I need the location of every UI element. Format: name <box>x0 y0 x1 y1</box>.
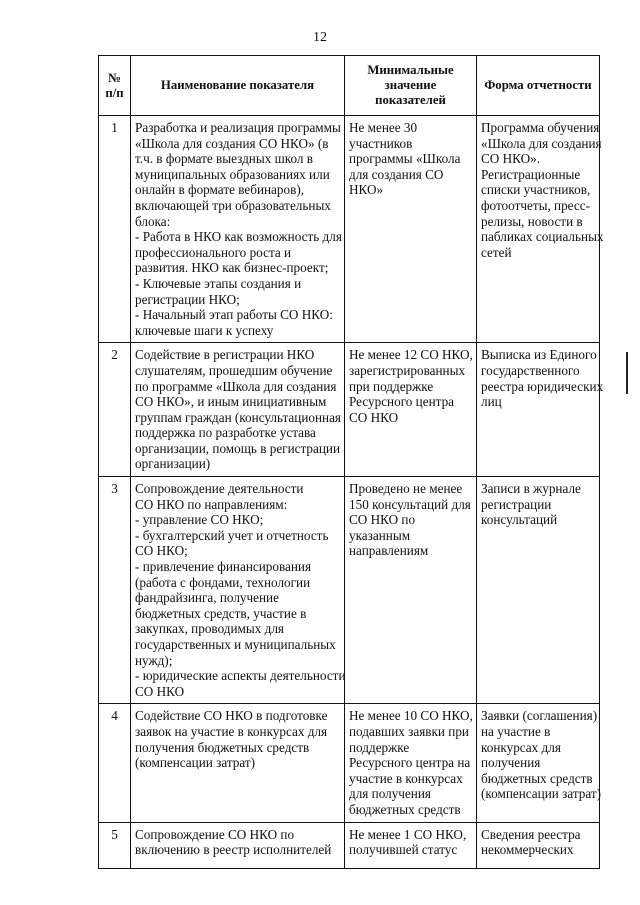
indicator-name-cell <box>131 116 345 343</box>
cell-text-line: т.ч. в формате выездных школ в <box>135 151 314 167</box>
row-number-cell: 2 <box>99 343 131 477</box>
cell-text-line: СО НКО <box>349 409 399 425</box>
table-row <box>99 704 600 822</box>
min-value-cell <box>345 477 477 704</box>
cell-text-line: организации) <box>135 456 211 472</box>
cell-text-line: СО НКО». <box>481 151 541 167</box>
cell-text-line: блока: <box>135 213 171 229</box>
cell-text-line: релизы, новости в <box>481 213 583 229</box>
cell-text-line: - привлечение финансирования <box>135 559 312 575</box>
report-form-cell <box>477 116 604 343</box>
cell-text-line: Сведения реестра <box>481 826 581 842</box>
table-row <box>99 822 600 868</box>
cell-text-line: для создания СО <box>349 166 444 182</box>
cell-text-line: направлениям <box>349 543 429 559</box>
report-form-cell <box>477 704 600 822</box>
cell-text-line: включающей три образовательных <box>135 197 331 213</box>
min-value-cell <box>345 343 477 477</box>
header-report-form: Форма отчетности <box>477 56 600 116</box>
header-min-value: Минимальные значение показателей <box>345 56 477 116</box>
cell-text-line: Не менее 30 <box>349 120 418 135</box>
cell-text-line: фотоотчеты, пресс- <box>481 197 590 213</box>
cell-text-line: Разработка и реализация программы <box>135 120 341 135</box>
header-number: № п/п <box>99 56 131 116</box>
cell-text-line: НКО» <box>349 182 384 198</box>
indicators-table <box>98 55 604 869</box>
cell-text-line: Сопровождение СО НКО по <box>135 826 295 842</box>
cell-text-line: - Работа в НКО как возможность для <box>135 229 342 245</box>
cell-text-line: при поддержке <box>349 378 434 394</box>
cell-text-line: группам граждан (консультационная <box>135 409 342 425</box>
cell-text-line: (компенсации затрат) <box>135 755 256 771</box>
cell-text-line: поддержка по разработке устава <box>135 425 316 441</box>
cell-text-line: СО НКО по <box>349 512 416 528</box>
table-row <box>99 477 600 704</box>
cell-text-line: онлайн в формате вебинаров), <box>135 182 305 198</box>
cell-text-line: Регистрационные <box>481 166 581 182</box>
cell-text-line: «Школа для создания СО НКО» (в <box>135 135 329 151</box>
report-form-cell <box>477 343 604 477</box>
cell-text-line: Содействие СО НКО в подготовке <box>135 708 328 724</box>
cell-text-line: развития. НКО как бизнес-проект; <box>135 260 329 276</box>
table-row <box>99 116 600 343</box>
cell-text-line: профессионального роста и <box>135 244 292 260</box>
indicator-name-cell <box>131 477 345 704</box>
cell-text-line: Не менее 10 СО НКО, <box>349 708 473 724</box>
report-form-cell <box>477 477 600 704</box>
cell-text-line: «Школа для создания <box>481 135 602 151</box>
cell-text-line: реестра юридических <box>481 378 604 394</box>
row-number-cell: 4 <box>99 704 131 822</box>
cell-text-line: муниципальных образованиях или <box>135 166 330 182</box>
cell-text-line: Содействие в регистрации НКО <box>135 347 315 363</box>
cell-text-line: программы «Школа <box>349 151 461 167</box>
cell-text-line: слушателям, прошедшим обучение <box>135 362 333 378</box>
indicator-name-cell <box>131 822 345 868</box>
cell-text-line: по программе «Школа для создания <box>135 378 337 394</box>
row-number-cell: 1 <box>99 116 131 343</box>
cell-text-line: бюджетных средств <box>481 770 593 786</box>
cell-text-line: фандрайзинга, получение <box>135 590 279 606</box>
cell-text-line: консультаций <box>481 512 558 528</box>
cell-text-line: СО НКО», и иным инициативным <box>135 394 327 410</box>
cell-text-line: Проведено не менее <box>349 481 463 497</box>
cell-text-line: участие в конкурсах <box>349 770 463 786</box>
cell-text-line: Не менее 1 СО НКО, <box>349 826 467 842</box>
cell-text-line: получения бюджетных средств <box>135 739 310 755</box>
cell-text-line: получившей статус <box>349 842 458 858</box>
min-value-cell <box>345 822 477 868</box>
cell-text-line: - юридические аспекты деятельности <box>135 668 346 684</box>
cell-text-line: для получения <box>349 786 431 802</box>
cell-text-line: (компенсации затрат) <box>481 786 602 802</box>
cell-text-line: лиц <box>481 394 502 410</box>
cell-text-line: подавших заявки при <box>349 723 469 739</box>
cell-text-line: сетей <box>481 244 512 260</box>
cell-text-line: закупках, проводимых для <box>135 621 284 637</box>
cell-text-line: Программа обучения <box>481 120 600 135</box>
min-value-cell <box>345 116 477 343</box>
cell-text-line: нужд); <box>135 652 173 668</box>
cell-text-line: Заявки (соглашения) <box>481 708 598 724</box>
cell-text-line: государственного <box>481 362 580 378</box>
cell-text-line: - управление СО НКО; <box>135 512 264 528</box>
report-form-cell <box>477 822 600 868</box>
cell-text-line: конкурсах для <box>481 739 561 755</box>
cell-text-line: - бухгалтерский учет и отчетность <box>135 527 329 543</box>
min-value-cell <box>345 704 477 822</box>
cell-text-line: - Ключевые этапы создания и <box>135 275 302 291</box>
cell-text-line: на участие в <box>481 723 551 739</box>
cell-text-line: Не менее 12 СО НКО, <box>349 347 473 363</box>
cell-text-line: регистрации <box>481 496 552 512</box>
table-row <box>99 343 600 477</box>
cell-text-line: государственных и муниципальных <box>135 637 336 652</box>
cell-text-line: списки участников, <box>481 182 591 198</box>
cell-text-line: бюджетных средств, участие в <box>135 605 307 621</box>
cell-text-line: зарегистрированных <box>349 362 466 378</box>
cell-text-line: включению в реестр исполнителей <box>135 842 332 858</box>
cell-text-line: регистрации НКО; <box>135 291 240 307</box>
cell-text-line: заявок на участие в конкурсах для <box>135 723 328 739</box>
cell-text-line: Ресурсного центра на <box>349 755 471 771</box>
cell-text-line: СО НКО; <box>135 543 188 559</box>
cell-text-line: некоммерческих <box>481 842 574 858</box>
indicator-name-cell <box>131 343 345 477</box>
cell-text-line: получения <box>481 755 541 771</box>
cell-text-line: Сопровождение деятельности <box>135 481 304 497</box>
cell-text-line: - Начальный этап работы СО НКО: <box>135 307 333 323</box>
cell-text-line: бюджетных средств <box>349 801 461 817</box>
margin-mark <box>626 352 628 394</box>
cell-text-line: СО НКО по направлениям: <box>135 496 288 512</box>
table-header-row <box>99 56 600 116</box>
cell-text-line: 150 консультаций для <box>349 496 471 512</box>
indicator-name-cell <box>131 704 345 822</box>
cell-text-line: участников <box>349 135 413 151</box>
cell-text-line: Ресурсного центра <box>349 394 455 410</box>
cell-text-line: пабликах социальных <box>481 229 604 245</box>
cell-text-line: организации, помощь в регистрации <box>135 440 341 456</box>
page-number: 12 <box>313 30 327 45</box>
cell-text-line: Выписка из Единого <box>481 347 597 363</box>
header-indicator-name: Наименование показателя <box>131 56 345 116</box>
row-number-cell: 5 <box>99 822 131 868</box>
cell-text-line: указанным <box>349 527 411 543</box>
cell-text-line: поддержке <box>349 739 410 755</box>
cell-text-line: Записи в журнале <box>481 481 581 497</box>
cell-text-line: СО НКО <box>135 683 185 699</box>
row-number-cell: 3 <box>99 477 131 704</box>
cell-text-line: (работа с фондами, технологии <box>135 574 311 590</box>
cell-text-line: ключевые шаги к успеху <box>135 322 274 338</box>
